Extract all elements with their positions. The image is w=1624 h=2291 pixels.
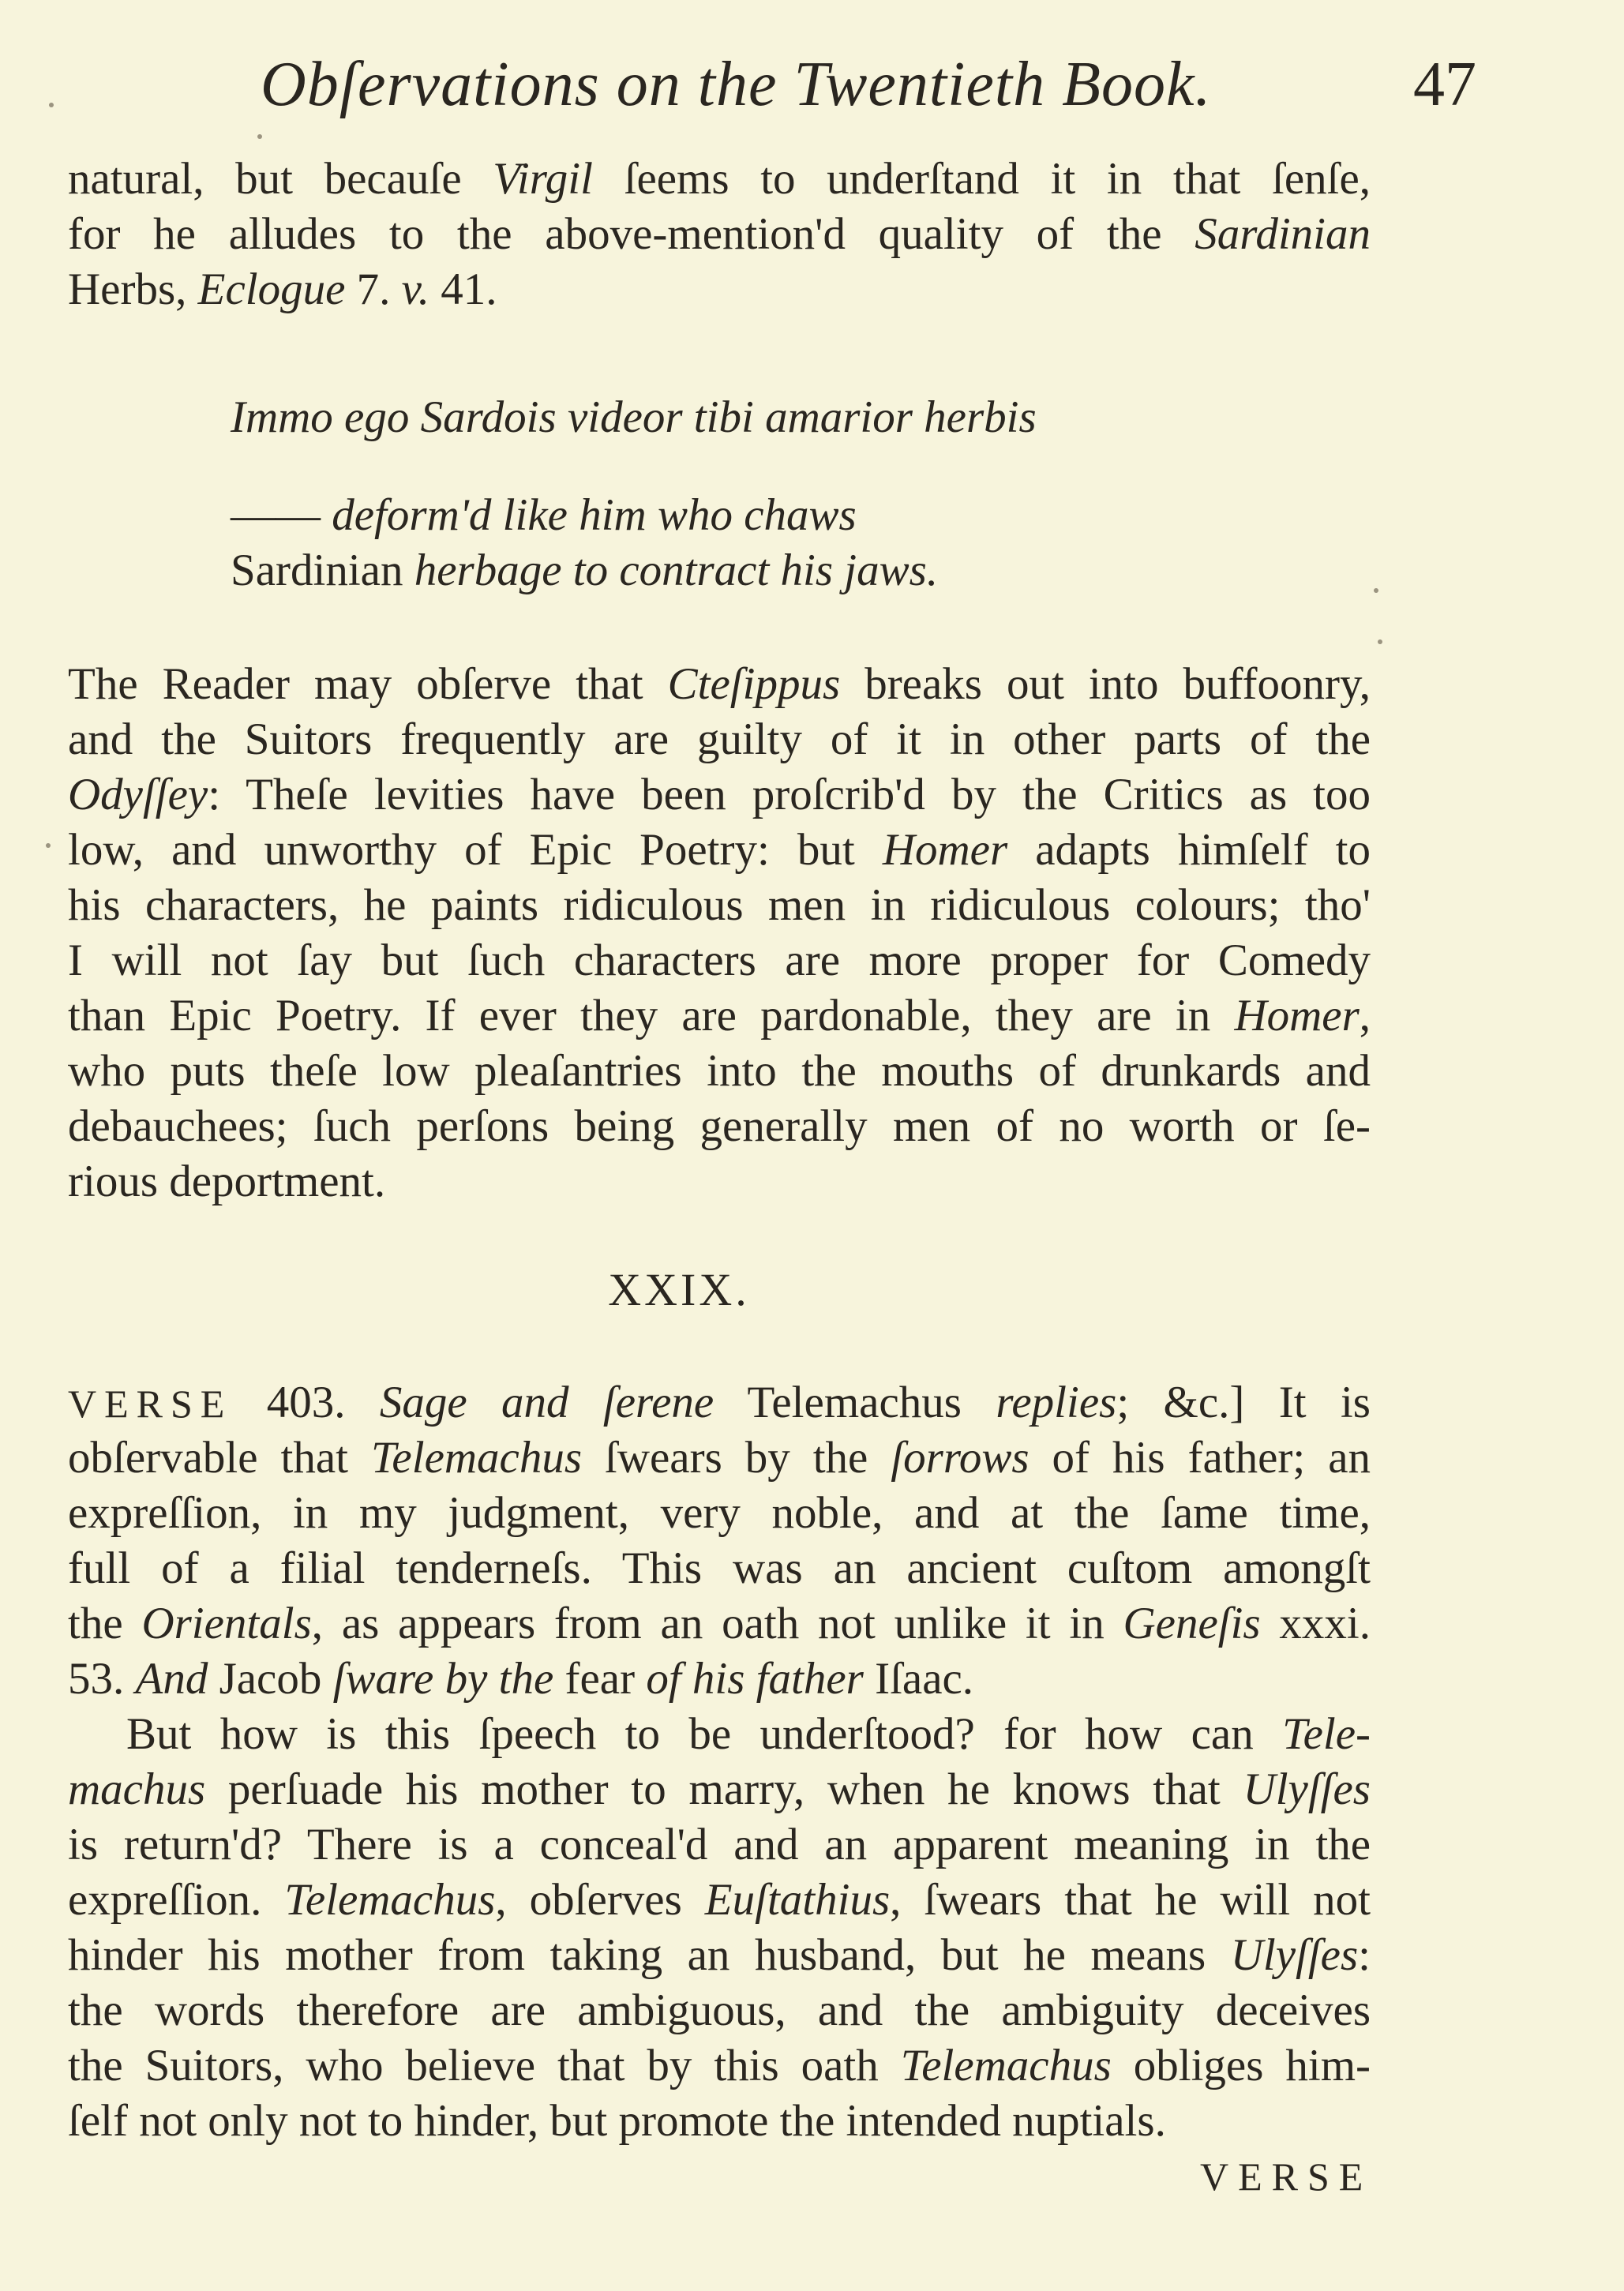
text-line: VERSE 403. Sage and ſerene Telemachus replies; &c.] It is: [68, 1378, 1371, 1427]
text-line: for he alludes to the above-mention'd quality of the Sardinian: [68, 209, 1371, 259]
text-line: his characters, he paints ridiculous men in ridiculous colours; tho': [68, 880, 1371, 930]
text-line: I will not ſay but ſuch characters are more proper for Comedy: [68, 936, 1371, 985]
text-line: expreſſion, in my judgment, very noble, and at the ſame time,: [68, 1488, 1371, 1538]
text-line: and the Suitors frequently are guilty of it in other parts of the: [68, 714, 1371, 764]
paper-speck: [49, 103, 54, 107]
page-number: 47: [1413, 50, 1476, 119]
paper-speck: [1374, 588, 1378, 593]
latin-quotation: Immo ego Sardois videor tibi amarior herbis: [231, 392, 1037, 442]
text-line: full of a filial tenderneſs. This was an ancient cuſtom amongſt: [68, 1543, 1371, 1593]
text-line: Herbs, Eclogue 7. v. 41.: [68, 264, 497, 314]
text-line: who puts theſe low pleaſantries into the mouths of drunkards and: [68, 1046, 1371, 1096]
verse-quotation-line-1: —— deform'd like him who chaws: [231, 490, 857, 540]
text-line: hinder his mother from taking an husband, but he means Ulyſſes:: [68, 1930, 1371, 1980]
text-line: the words therefore are ambiguous, and the ambiguity deceives: [68, 1985, 1371, 2035]
text-line: 53. And Jacob ſware by the fear of his father Iſaac.: [68, 1654, 974, 1704]
text-line: machus perſuade his mother to marry, when he knows that Ulyſſes: [68, 1764, 1371, 1814]
paper-speck: [1378, 639, 1382, 644]
text-line: But how is this ſpeech to be underſtood? for how can Tele-: [126, 1709, 1371, 1759]
text-line: than Epic Poetry. If ever they are pardonable, they are in Homer,: [68, 991, 1371, 1041]
text-line: obſervable that Telemachus ſwears by the ſorrows of his father; an: [68, 1433, 1371, 1483]
text-line: Odyſſey: Theſe levities have been proſcrib'd by the Critics as too: [68, 770, 1371, 819]
running-title: Obſervations on the Twentieth Book.: [261, 50, 1212, 119]
text-line: expreſſion. Telemachus, obſerves Euſtathius, ſwears that he will not: [68, 1875, 1371, 1925]
verse-quotation-line-2: Sardinian herbage to contract his jaws.: [231, 546, 939, 595]
catchword: VERSE: [1200, 2154, 1373, 2199]
text-line: natural, but becauſe Virgil ſeems to underſtand it in that ſenſe,: [68, 154, 1371, 204]
text-line: The Reader may obſerve that Cteſippus breaks out into buffoonry,: [68, 659, 1371, 709]
paper-speck: [257, 134, 262, 139]
text-line: debauchees; ſuch perſons being generally men of no worth or ſe-: [68, 1101, 1371, 1151]
text-line: the Orientals, as appears from an oath not unlike it in Geneſis xxxi.: [68, 1599, 1371, 1648]
text-line: rious deportment.: [68, 1157, 386, 1206]
text-line: ſelf not only not to hinder, but promote the intended nuptials.: [68, 2096, 1166, 2146]
text-line: low, and unworthy of Epic Poetry: but Homer adapts himſelf to: [68, 825, 1371, 875]
text-line: the Suitors, who believe that by this oath Telemachus obliges him-: [68, 2041, 1371, 2090]
section-numeral: XXIX.: [608, 1264, 750, 1315]
paper-speck: [46, 843, 51, 848]
text-line: is return'd? There is a conceal'd and an apparent meaning in the: [68, 1820, 1371, 1869]
